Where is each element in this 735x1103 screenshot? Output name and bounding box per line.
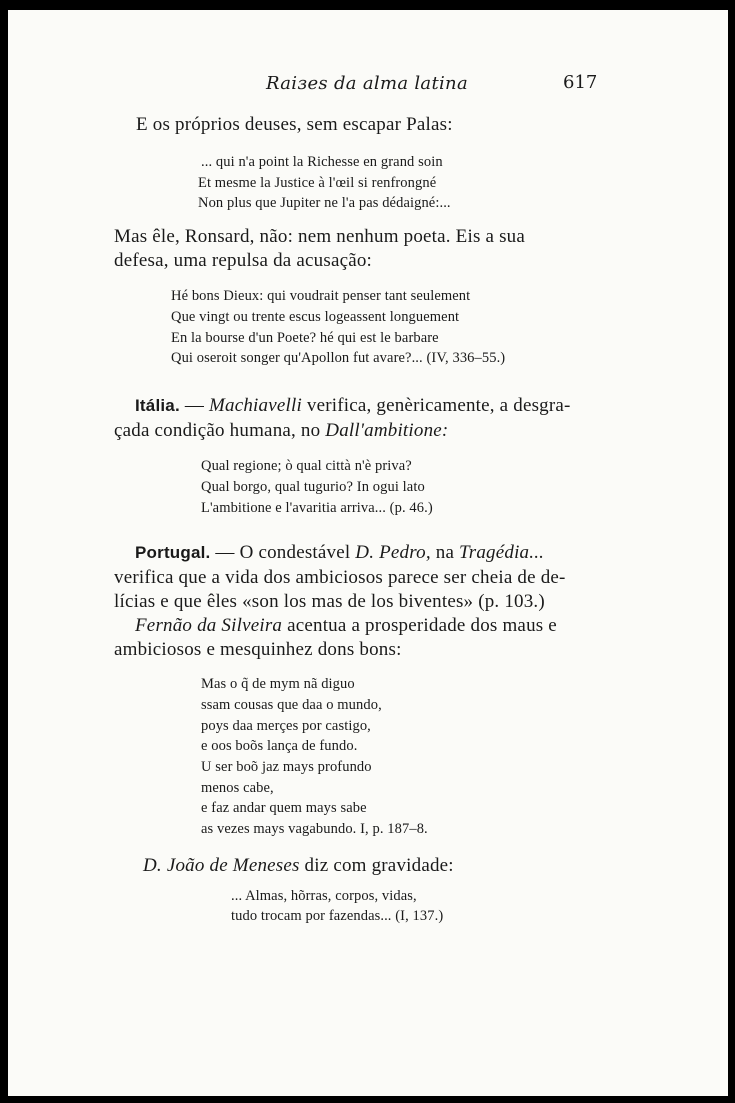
verse-line: Non plus que Jupiter ne l'a pas dédaigné:... <box>198 195 451 211</box>
verse-line: L'ambitione e l'avaritia arriva... (p. 46.) <box>201 500 433 516</box>
body-line: çada condição humana, no Dall'ambitione: <box>114 420 449 441</box>
verse-line: Et mesme la Justice à l'œil si renfrongné <box>198 175 437 191</box>
verse-line: Hé bons Dieux: qui voudrait penser tant seulement <box>171 288 471 304</box>
verse-line: U ser boõ jaz mays profundo <box>201 759 372 775</box>
verse-line: menos cabe, <box>201 780 274 796</box>
body-line: E os próprios deuses, sem escapar Palas: <box>136 114 453 135</box>
verse-line: e faz andar quem mays sabe <box>201 800 367 816</box>
body-line: Fernão da Silveira acentua a prosperidade dos maus e <box>135 615 557 636</box>
section-heading: Itália. <box>135 396 180 415</box>
verse-line: ssam cousas que daa o mundo, <box>201 697 382 713</box>
book-page <box>8 10 728 1096</box>
verse-line: poys daa merçes por castigo, <box>201 718 371 734</box>
verse-line: e oos boõs lança de fundo. <box>201 738 358 754</box>
verse-line: Qui oseroit songer qu'Apollon fut avare?... (IV, 336–55.) <box>171 350 506 366</box>
section-portugal: Portugal. — O condestável D. Pedro, na Tragédia... <box>135 542 545 563</box>
running-title: Raiзes da alma latina <box>266 73 468 94</box>
body-line: D. João de Meneses diz com gravidade: <box>143 855 454 876</box>
verse-line: Qual regione; ò qual città n'è priva? <box>201 458 412 474</box>
verse-line: En la bourse d'un Poete? hé qui est le barbare <box>171 330 439 346</box>
verse-line: ... Almas, hõrras, corpos, vidas, <box>231 888 417 904</box>
section-italia: Itália. — Machiavelli verifica, genèricamente, a desgra- <box>135 395 571 416</box>
verse-line: ... qui n'a point la Richesse en grand soin <box>201 154 443 170</box>
section-heading: Portugal. <box>135 543 211 562</box>
body-line: verifica que a vida dos ambiciosos parece ser cheia de de- <box>114 567 566 588</box>
body-line: lícias e que êles «son los mas de los biventes» (p. 103.) <box>114 591 545 612</box>
verse-line: as vezes mays vagabundo. I, p. 187–8. <box>201 821 428 837</box>
verse-line: Qual borgo, qual tugurio? In ogui lato <box>201 479 425 495</box>
body-line: ambiciosos e mesquinhez dons bons: <box>114 639 402 660</box>
page-number: 617 <box>563 72 598 93</box>
body-line: defesa, uma repulsa da acusação: <box>114 250 373 271</box>
verse-line: Mas o q̃ de mym nã diguo <box>201 676 355 692</box>
body-line: Mas êle, Ronsard, não: nem nenhum poeta. Eis a sua <box>114 226 526 247</box>
verse-line: tudo trocam por fazendas... (I, 137.) <box>231 908 444 924</box>
verse-line: Que vingt ou trente escus logeassent longuement <box>171 309 460 325</box>
